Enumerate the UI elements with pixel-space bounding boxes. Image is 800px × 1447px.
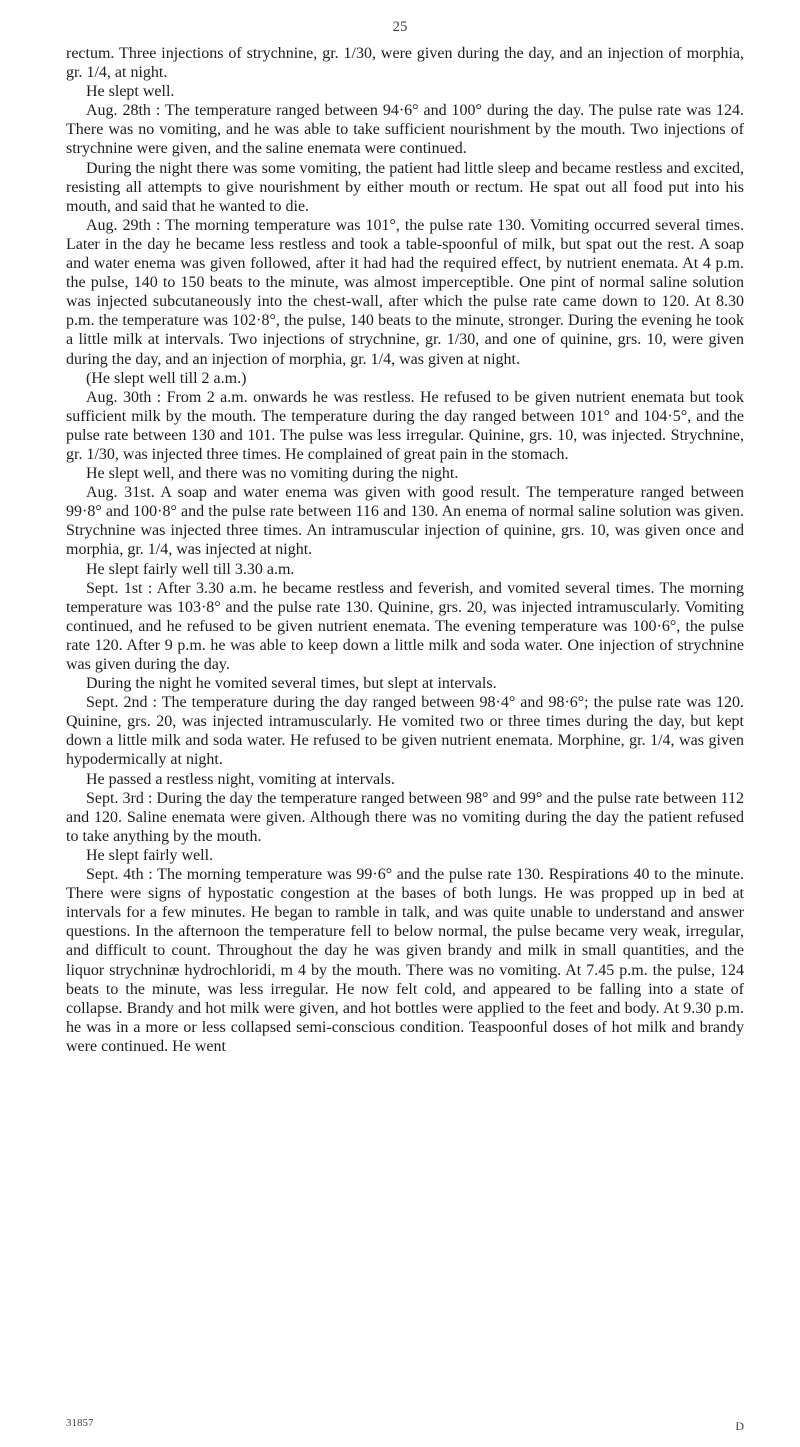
signature-mark: D: [735, 1419, 744, 1433]
page-number: 25: [392, 19, 408, 35]
paragraph: He slept fairly well.: [86, 846, 214, 864]
paragraph: During the night there was some vomiting, the patient had little sleep and became restless and excited, resisting all attempts to give nourishment by either mouth or rectum. He spat out all food put into his mouth, and said that he wanted to die.: [66, 159, 744, 215]
paragraph: Sept. 2nd : The temperature during the day ranged between 98·4° and 98·6°; the pulse rate was 120. Quinine, grs. 20, was injected intramuscularly. He vomited two or three times during the day, but kept down a little milk and soda water. He refused to be given nutrient enemata. Morphine, gr. 1/4, was given hypodermically at night.: [66, 694, 744, 769]
paragraph: Aug. 29th : The morning temperature was 101°, the pulse rate 130. Vomiting occurred several times. Later in the day he became less restless and took a table-spoonful of milk, but spat out the rest. A soap and water enema was given followed, after it had had the required effect, by nutrient enemata. At 4 p.m. the pulse, 140 to 150 beats to the minute, was almost imperceptible. One pint of normal saline solution was injected subcutaneously into the chest-wall, after which the pulse rate came down to 120. At 8.30 p.m. the temperature was 102·8°, the pulse, 140 beats to the minute, stronger. During the evening he took a little milk at intervals. Two injections of strychnine, gr. 1/30, and one of quinine, grs. 10, were given during the day, and an injection of morphia, gr. 1/4, was given at night.: [66, 216, 744, 368]
paragraph: rectum. Three injections of strychnine, gr. 1/30, were given during the day, and an injection of morphia, gr. 1/4, at night.: [66, 45, 744, 82]
paragraph: Sept. 4th : The morning temperature was 99·6° and the pulse rate 130. Respirations 40 to the minute. There were signs of hypostatic congestion at the bases of both lungs. He was propped up in bed at intervals for a few minutes. He began to ramble in talk, and was quite unable to understand and answer questions. In the afternoon the temperature fell to below normal, the pulse became very weak, irregular, and difficult to count. Throughout the day he was given brandy and milk in small quantities, and the liquor strychninæ hydrochloridi, m 4 by the mouth. There was no vomiting. At 7.45 p.m. the pulse, 124 beats to the minute, was less irregular. He now felt cold, and appeared to be falling into a state of collapse. Brandy and hot milk were given, and hot bottles were applied to the feet and body. At 9.30 p.m. he was in a more or less collapsed semi-conscious condition. Teaspoonful doses of hot milk and brandy were continued. He went: [66, 866, 744, 1055]
paragraph: (He slept well till 2 a.m.): [86, 369, 247, 387]
paragraph: He slept well, and there was no vomiting during the night.: [86, 465, 459, 483]
paragraph: He slept well.: [86, 83, 175, 101]
printer-code: 31857: [66, 1417, 94, 1429]
paragraph: He passed a restless night, vomiting at intervals.: [86, 770, 395, 788]
paragraph: Aug. 30th : From 2 a.m. onwards he was restless. He refused to be given nutrient enemata but took sufficient milk by the mouth. The temperature during the day ranged between 101° and 104·5°, and the pulse rate between 130 and 101. The pulse was less irregular. Quinine, grs. 10, was injected. Strychnine, gr. 1/30, was injected three times. He complained of great pain in the stomach.: [66, 388, 744, 463]
paragraph: Sept. 1st : After 3.30 a.m. he became restless and feverish, and vomited several times. The morning temperature was 103·8° and the pulse rate 130. Quinine, grs. 20, was injected intramuscularly. Vomiting continued, and he refused to be given nutrient enemata. The evening temperature was 100·6°, the pulse rate 120. After 9 p.m. he was able to keep down a little milk and soda water. One injection of strychnine was given during the day.: [66, 579, 744, 673]
body-text: [66, 44, 744, 1056]
paragraph: During the night he vomited several times, but slept at intervals.: [86, 675, 497, 693]
paragraph: Sept. 3rd : During the day the temperature ranged between 98° and 99° and the pulse rate between 112 and 120. Saline enemata were given. Although there was no vomiting during the day the patient refused to take anything by the mouth.: [66, 789, 744, 845]
paragraph: He slept fairly well till 3.30 a.m.: [86, 560, 295, 578]
paragraph: Aug. 28th : The temperature ranged between 94·6° and 100° during the day. The pulse rate was 124. There was no vomiting, and he was able to take sufficient nourishment by the mouth. Two injections of strychnine were given, and the saline enemata were continued.: [66, 102, 744, 158]
paragraph: Aug. 31st. A soap and water enema was given with good result. The temperature ranged between 99·8° and 100·8° and the pulse rate between 116 and 130. An enema of normal saline solution was given. Strychnine was injected three times. An intramuscular injection of quinine, grs. 10, was given once and morphia, gr. 1/4, was injected at night.: [66, 484, 744, 559]
